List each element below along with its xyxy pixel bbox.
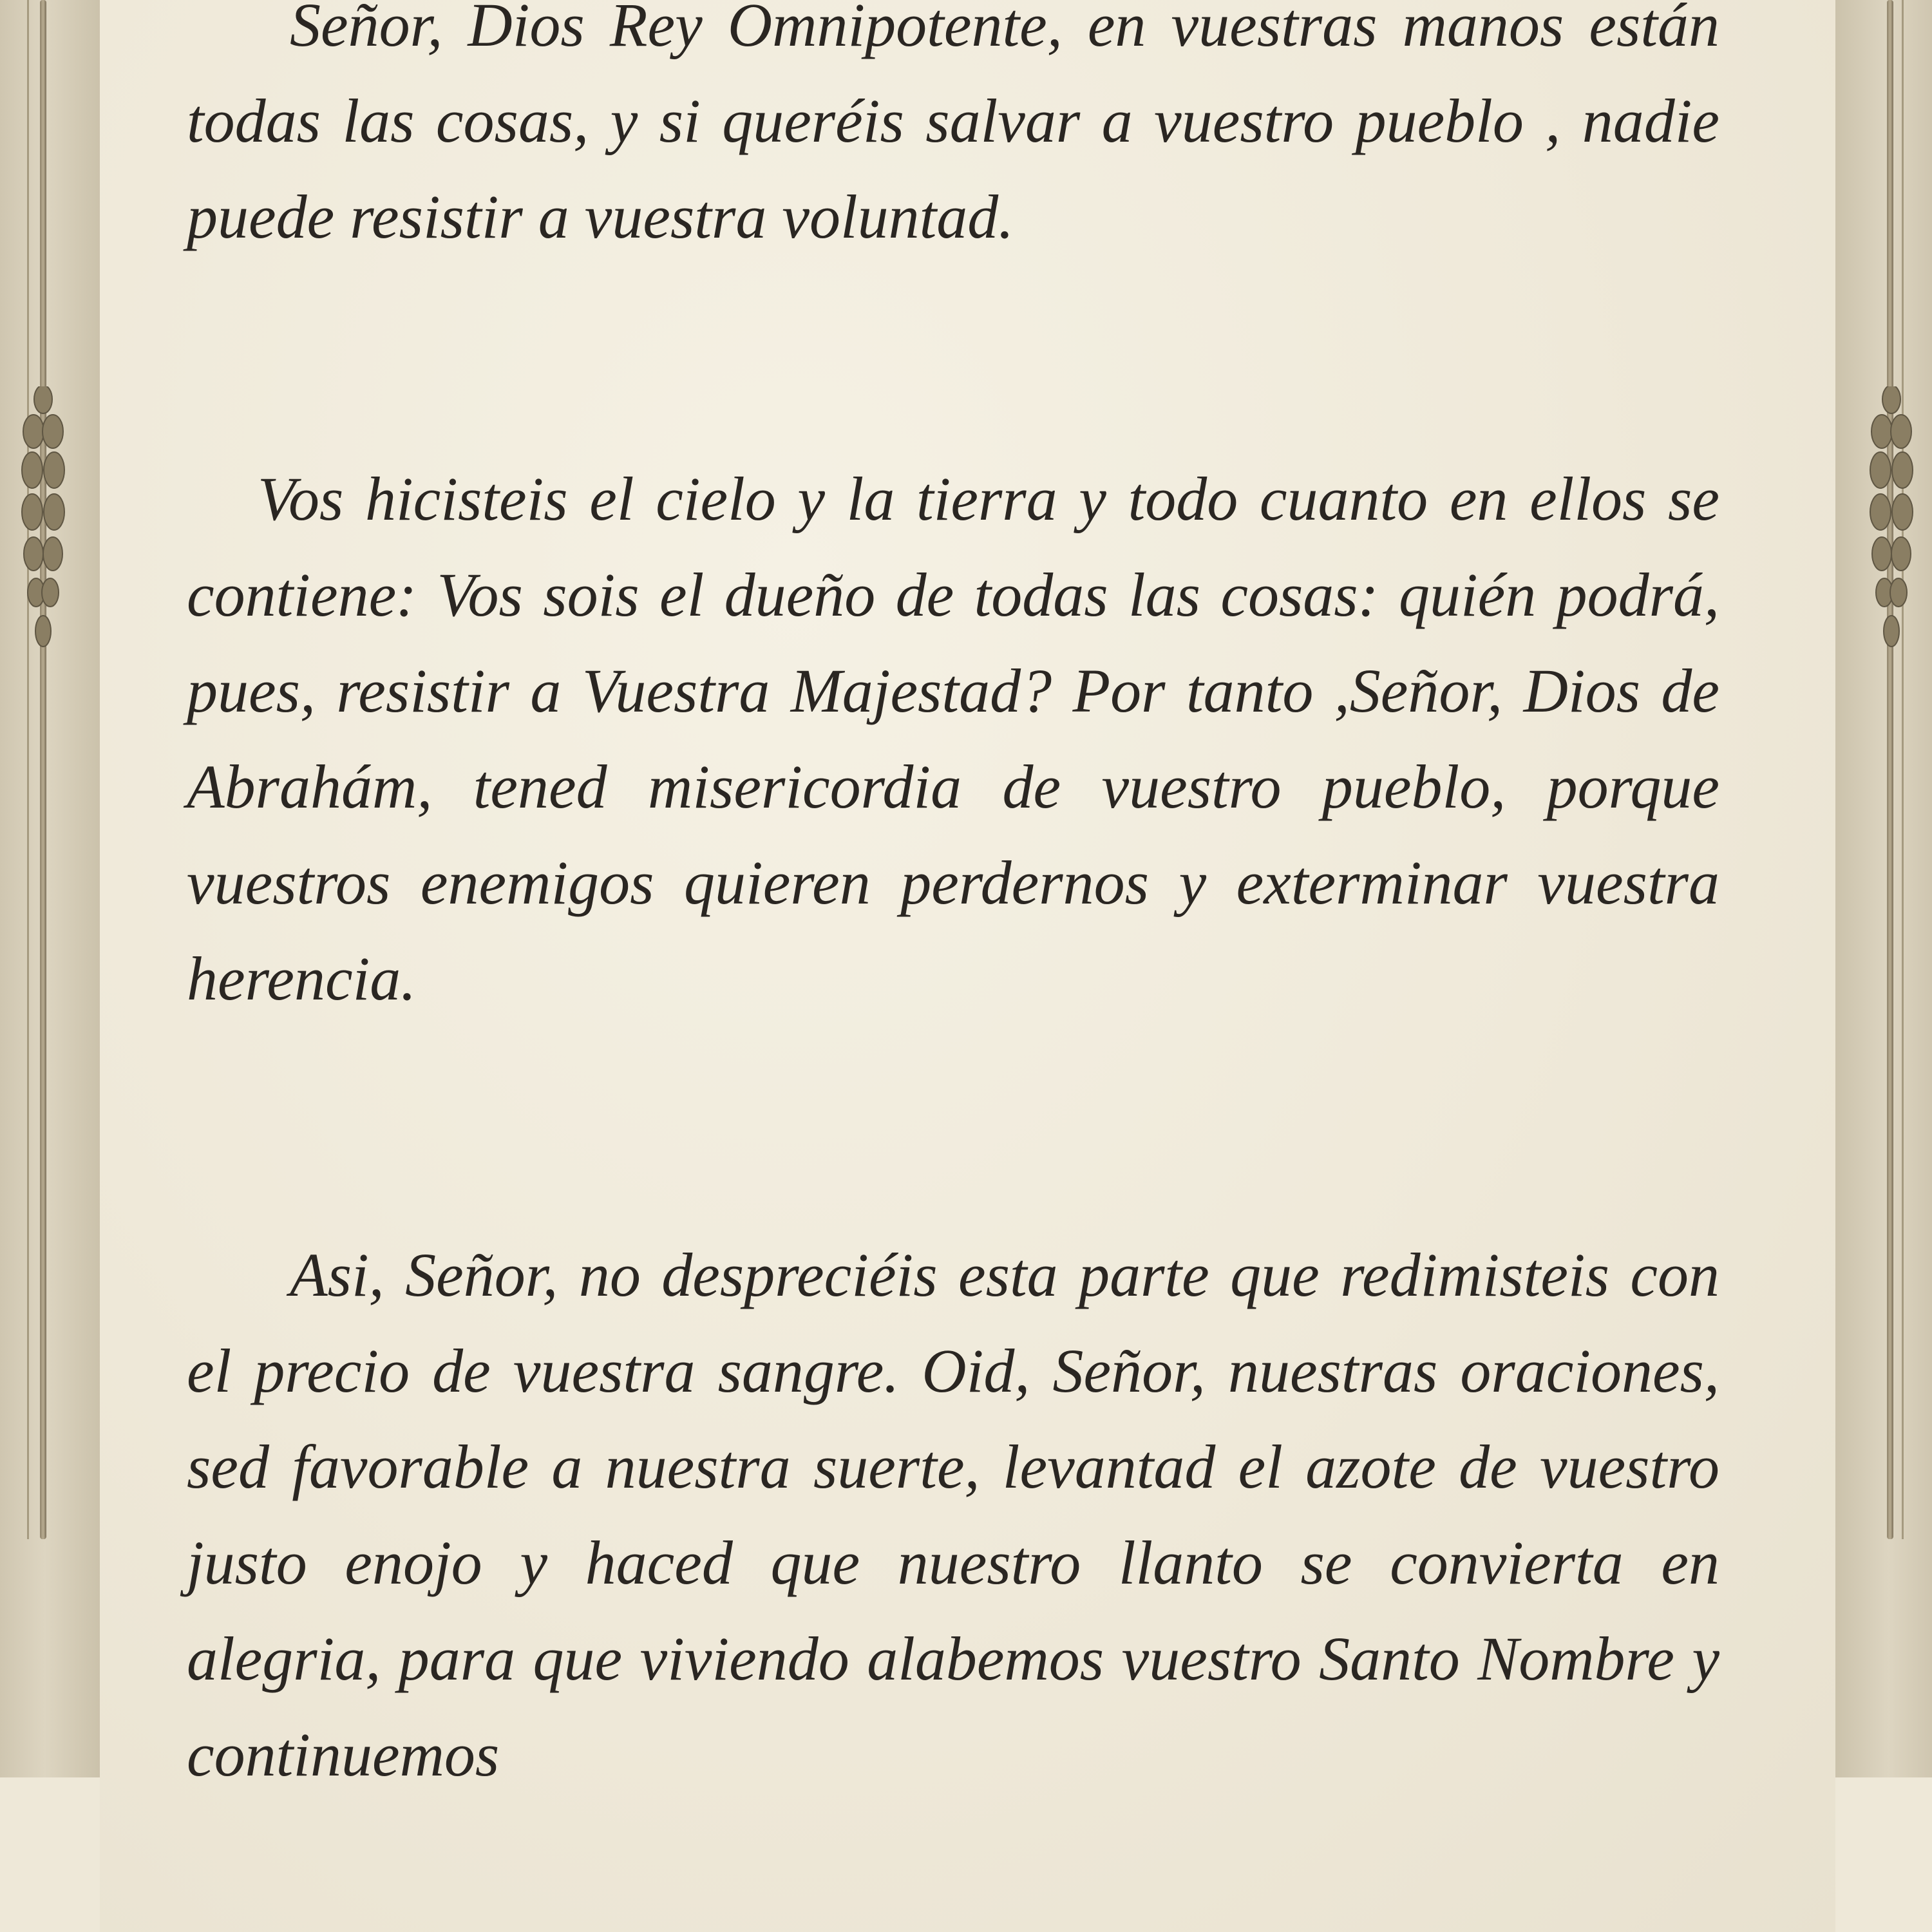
right-frame-border <box>1835 0 1932 1777</box>
prayer-paragraph-3: Asi, Señor, no despreciéis esta parte que redimisteis con el precio de vuestra sangre. Oid, Señor, nuestras oraciones, sed favorable a nuestra suerte, levantad el azote de vuestro justo enojo y haced que nuestro llanto se convierta en alegria, para que viviendo alabemos vuestro Santo Nombre y continuemos <box>187 1240 1719 1789</box>
right-frame-line <box>1902 0 1904 1539</box>
left-frame-border <box>0 0 100 1777</box>
laurel-ornament-icon <box>1862 386 1920 663</box>
right-frame-rod <box>1887 0 1893 1539</box>
laurel-ornament-icon <box>14 386 72 663</box>
left-frame-rod <box>40 0 46 1539</box>
prayer-paragraph-2: Vos hicisteis el cielo y la tierra y todo cuanto en ellos se contiene: Vos sois el dueño de todas las cosas: quién podrá, pues, resistir a Vuestra Majestad? Por tanto ,Señor, Dios de Abrahám, tened misericordia de vuestro pueblo, porque vuestros enemigos quieren perdernos y exterminar vuestra herencia. <box>187 464 1719 1013</box>
prayer-paragraph-1: Señor, Dios Rey Omnipotente, en vuestras manos están todas las cosas, y si queréis salvar a vuestro pueblo , nadie puede resistir a vuestra voluntad. <box>187 0 1719 251</box>
left-frame-line <box>27 0 29 1539</box>
